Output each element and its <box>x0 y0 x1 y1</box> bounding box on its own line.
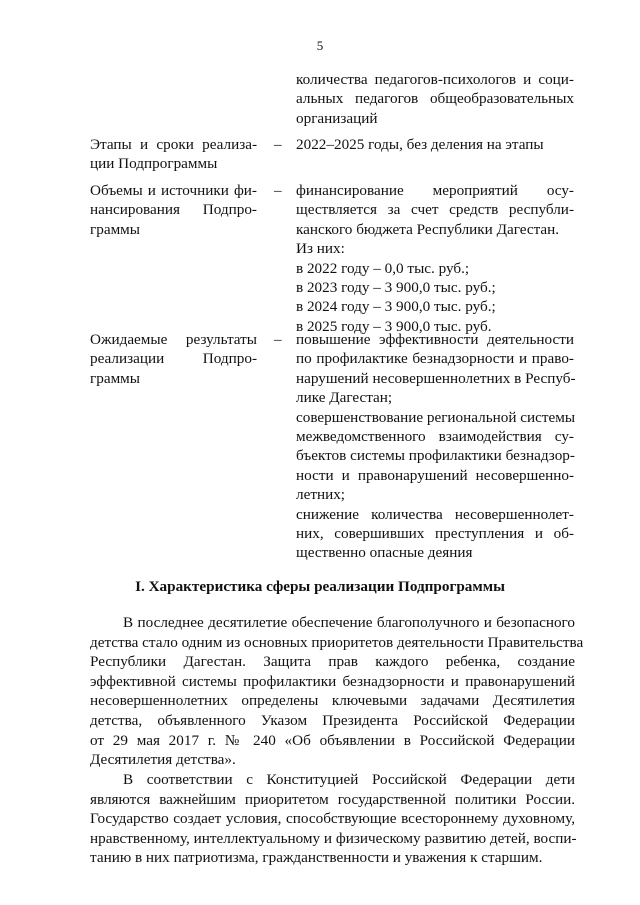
paragraph-line: В последнее десятилетие обеспечение благополучного и безопасного <box>123 614 575 631</box>
table-value-line: них, совершивших преступления и об- <box>296 524 574 542</box>
table-value-line: канского бюджета Республики Дагестан. <box>296 220 560 238</box>
table-continuation <box>296 70 574 128</box>
table-value-line: Из них: <box>296 240 345 258</box>
paragraph-line: нравственному, интеллектуальному и физическому развитию детей, воспи- <box>90 829 577 847</box>
paragraph-line: танию в них патриотизма, гражданственности и уважения к старшим. <box>90 849 543 867</box>
table-label-line: нансирования Подпро- <box>90 201 257 219</box>
table-continuation-line: альных педагогов общеобразовательных <box>296 90 574 108</box>
table-value-line: ности и правонарушений несовершенно- <box>296 466 574 484</box>
table-row-value-funding <box>296 181 574 336</box>
table-value-line: лике Дагестан; <box>296 389 393 407</box>
table-value-line: в 2022 году – 0,0 тыс. руб.; <box>296 259 470 277</box>
table-row-value-stages <box>296 135 574 154</box>
table-value-line: в 2023 году – 3 900,0 тыс. руб.; <box>296 278 496 296</box>
table-value-line: ществляется за счет средств республи- <box>296 201 574 219</box>
table-row-dash: – <box>274 136 282 153</box>
table-value-line: по профилактике безнадзорности и право- <box>296 350 574 368</box>
paragraph-line: несовершеннолетних определены ключевыми задачами Десятилетия <box>90 692 575 710</box>
table-row-value-results <box>296 330 574 563</box>
table-value-line: снижение количества несовершеннолет- <box>296 505 574 523</box>
paragraph <box>90 770 575 868</box>
table-label-line: граммы <box>90 220 140 238</box>
table-row-label-stages <box>90 135 257 174</box>
table-value-line: в 2024 году – 3 900,0 тыс. руб.; <box>296 298 496 316</box>
paragraph-line: от 29 мая 2017 г. № 240 «Об объявлении в Российской Федерации <box>90 731 575 749</box>
table-value-line: совершенствование региональной системы <box>296 408 576 426</box>
table-value-line: финансирование мероприятий осу- <box>296 182 574 199</box>
table-label-line: Ожидаемые результаты <box>90 331 257 348</box>
table-continuation-line: организаций <box>296 109 378 127</box>
table-continuation-line: количества педагогов-психологов и соци- <box>296 71 574 88</box>
table-label-line: Объемы и источники фи- <box>90 182 257 199</box>
table-value-line: щественно опасные деяния <box>296 544 473 562</box>
section-heading: I. Характеристика сферы реализации Подпрограммы <box>135 578 505 595</box>
table-value-line: повышение эффективности деятельности <box>296 331 574 348</box>
table-row-label-funding <box>90 181 257 239</box>
paragraph-line: детства, объявленного Указом Президента Российской Федерации <box>90 711 575 729</box>
page-number: 5 <box>316 38 324 53</box>
table-label-line: реализации Подпро- <box>90 350 257 368</box>
table-value-line: в 2025 году – 3 900,0 тыс. руб. <box>296 317 492 335</box>
table-row-label-results <box>90 330 257 388</box>
table-row-dash: – <box>274 331 282 348</box>
paragraph-line: детства стало одним из основных приоритетов деятельности Правительства <box>90 633 584 651</box>
table-label-line: Этапы и сроки реализа- <box>90 136 257 153</box>
paragraph-line: Государство создает условия, способствующие всестороннему духовному, <box>90 810 575 828</box>
paragraph-line: Десятилетия детства». <box>90 751 236 769</box>
table-value-line: нарушений несовершеннолетних в Респуб- <box>296 369 576 387</box>
table-value-line: бъектов системы профилактики безнадзор- <box>296 447 575 465</box>
table-label-line: граммы <box>90 369 140 387</box>
paragraph-line: эффективной системы профилактики безнадзорности и правонарушений <box>90 672 575 690</box>
table-value-line: межведомственного взаимодействия су- <box>296 427 574 445</box>
table-row-dash: – <box>274 182 282 199</box>
paragraph-line: Республики Дагестан. Защита прав каждого ребенка, создание <box>90 653 575 671</box>
table-value-line: летних; <box>296 486 346 504</box>
table-label-line: ции Подпрограммы <box>90 155 218 173</box>
paragraph <box>90 613 584 770</box>
table-value-line: 2022–2025 годы, без деления на этапы <box>296 136 544 153</box>
paragraph-line: являются важнейшим приоритетом государственной политики России. <box>90 790 575 808</box>
paragraph-line: В соответствии с Конституцией Российской Федерации дети <box>123 771 575 788</box>
